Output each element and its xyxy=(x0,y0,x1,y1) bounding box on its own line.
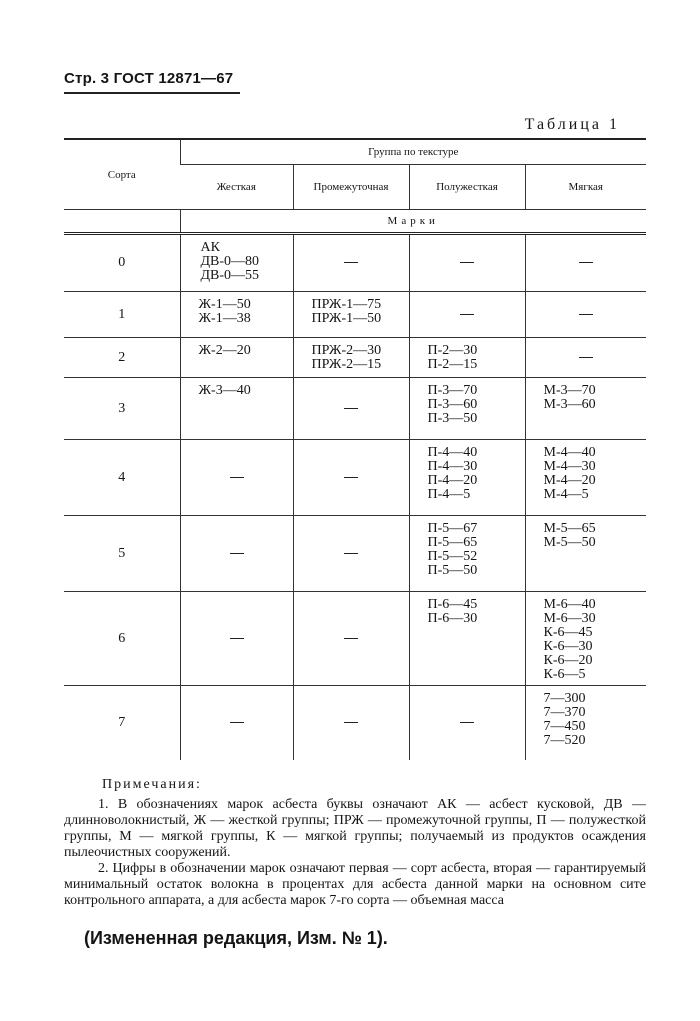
marks-list xyxy=(526,598,647,682)
mark-code: ПРЖ-2—30 xyxy=(311,343,382,358)
column-header-hard: Жесткая xyxy=(180,165,293,210)
mark-code: К-6—5 xyxy=(543,667,586,682)
marks-cell-intermediate xyxy=(293,234,409,292)
note-2: 2. Цифры в обозначении марок означают первая — сорт асбеста, вторая — гарантируемый минимальный остаток волокна в процентах для асбеста данной марки на основном сите контрольного аппарата, а для асбеста марок 7-го сорта — объемная масса xyxy=(64,861,646,908)
marks-cell-hard xyxy=(180,592,293,686)
marks-cell-soft xyxy=(525,516,646,592)
marks-list xyxy=(181,344,293,358)
marks-list xyxy=(526,522,647,550)
marks-cell-intermediate xyxy=(293,292,409,338)
mark-code: М-4—30 xyxy=(543,459,596,474)
marks-cell-hard xyxy=(180,516,293,592)
dash-mark xyxy=(230,553,244,554)
grade-cell: 5 xyxy=(64,516,180,592)
marks-cell-intermediate xyxy=(293,686,409,760)
notes-section xyxy=(64,777,646,909)
mark-code: М-4—40 xyxy=(543,445,596,460)
marks-cell-semihard xyxy=(409,234,525,292)
table-row xyxy=(64,686,646,760)
table-title: Таблица 1 xyxy=(524,116,620,133)
mark-code: П-4—20 xyxy=(427,473,478,488)
dash-mark xyxy=(230,722,244,723)
amendment-note: (Измененная редакция, Изм. № 1). xyxy=(84,928,388,948)
marks-cell-hard xyxy=(180,378,293,440)
column-header-semihard: Полужесткая xyxy=(409,165,525,210)
marks-list xyxy=(410,522,525,578)
marks-cell-soft xyxy=(525,338,646,378)
marks-cell-intermediate xyxy=(293,440,409,516)
mark-code: К-6—20 xyxy=(543,653,593,668)
mark-code: П-3—60 xyxy=(427,397,478,412)
marks-list xyxy=(294,344,409,372)
marks-cell-soft xyxy=(525,592,646,686)
dash-mark xyxy=(460,314,474,315)
column-header-soft: Мягкая xyxy=(525,165,646,210)
mark-code: П-3—50 xyxy=(427,411,478,426)
grade-cell: 6 xyxy=(64,592,180,686)
marks-cell-soft xyxy=(525,234,646,292)
dash-mark xyxy=(230,638,244,639)
dash-mark xyxy=(579,314,593,315)
dash-mark xyxy=(460,262,474,263)
marks-list xyxy=(526,384,647,412)
table-row xyxy=(64,440,646,516)
mark-code: Ж-3—40 xyxy=(198,383,251,398)
marks-list xyxy=(410,598,525,626)
marks-list xyxy=(410,384,525,426)
marks-cell-semihard xyxy=(409,592,525,686)
mark-code: П-5—52 xyxy=(427,549,478,564)
marks-list xyxy=(181,241,293,283)
marks-cell-intermediate xyxy=(293,592,409,686)
marks-cell-semihard xyxy=(409,516,525,592)
mark-code: П-5—67 xyxy=(427,521,478,536)
grade-cell: 7 xyxy=(118,714,126,730)
mark-code: П-4—30 xyxy=(427,459,478,474)
column-header-intermediate: Промежуточная xyxy=(293,165,409,210)
dash-mark xyxy=(230,477,244,478)
mark-code: М-5—65 xyxy=(543,521,596,536)
table-row xyxy=(64,592,646,686)
marks-list xyxy=(526,692,647,748)
marks-cell-hard xyxy=(180,686,293,760)
marks-cell-soft xyxy=(525,378,646,440)
marks-cell-semihard xyxy=(409,338,525,378)
mark-code: К-6—45 xyxy=(543,625,593,640)
mark-code: Ж-2—20 xyxy=(198,343,251,358)
mark-code: ПРЖ-1—50 xyxy=(311,311,382,326)
dash-mark xyxy=(344,408,358,409)
mark-code: П-6—45 xyxy=(427,597,478,612)
mark-code: П-5—65 xyxy=(427,535,478,550)
marks-cell-hard xyxy=(180,338,293,378)
mark-code: П-4—5 xyxy=(427,487,471,502)
mark-code: П-5—50 xyxy=(427,563,478,578)
marks-list xyxy=(410,446,525,502)
mark-code: П-3—70 xyxy=(427,383,478,398)
mark-code: ДВ-0—80 xyxy=(200,254,260,269)
marks-cell-intermediate xyxy=(293,378,409,440)
mark-code: ДВ-0—55 xyxy=(200,268,260,283)
dash-mark xyxy=(579,262,593,263)
dash-mark xyxy=(460,722,474,723)
mark-code: М-5—50 xyxy=(543,535,596,550)
marks-cell-soft xyxy=(525,686,646,760)
marks-cell-hard xyxy=(180,292,293,338)
marks-list xyxy=(294,298,409,326)
mark-code: М-4—5 xyxy=(543,487,589,502)
mark-code: М-6—40 xyxy=(543,597,596,612)
mark-code: 7—520 xyxy=(543,733,586,748)
mark-code: АК xyxy=(200,240,220,255)
dash-mark xyxy=(344,722,358,723)
mark-code: Ж-1—50 xyxy=(198,297,251,312)
marks-cell-semihard xyxy=(409,378,525,440)
texture-group-header: Группа по текстуре xyxy=(180,139,646,165)
marks-list xyxy=(526,446,647,502)
notes-title: Примечания: xyxy=(102,777,202,792)
marks-cell-hard xyxy=(180,440,293,516)
dash-mark xyxy=(344,262,358,263)
marks-cell-intermediate xyxy=(293,338,409,378)
mark-code: Ж-1—38 xyxy=(198,311,251,326)
dash-mark xyxy=(344,477,358,478)
table-row xyxy=(64,234,646,292)
marks-cell-hard xyxy=(180,234,293,292)
marks-cell-semihard xyxy=(409,686,525,760)
mark-code: М-4—20 xyxy=(543,473,596,488)
mark-code: П-4—40 xyxy=(427,445,478,460)
grade-cell: 1 xyxy=(64,292,180,338)
marks-list xyxy=(181,298,293,326)
grade-column-header: Сорта xyxy=(64,139,180,210)
marks-cell-semihard xyxy=(409,292,525,338)
mark-code: 7—450 xyxy=(543,719,586,734)
marks-list xyxy=(410,344,525,372)
marks-cell-soft xyxy=(525,440,646,516)
mark-code: П-6—30 xyxy=(427,611,478,626)
grade-cell: 3 xyxy=(64,378,180,440)
grades-table xyxy=(64,138,646,760)
mark-code: М-3—70 xyxy=(543,383,596,398)
table-row xyxy=(64,338,646,378)
dash-mark xyxy=(579,357,593,358)
table-row xyxy=(64,516,646,592)
mark-code: ПРЖ-1—75 xyxy=(311,297,382,312)
mark-code: П-2—15 xyxy=(427,357,478,372)
mark-code: М-6—30 xyxy=(543,611,596,626)
grade-cell: 4 xyxy=(64,440,180,516)
table-container xyxy=(64,138,646,760)
table-row xyxy=(64,378,646,440)
mark-code: К-6—30 xyxy=(543,639,593,654)
grade-cell: 2 xyxy=(64,338,180,378)
table-body xyxy=(64,234,646,760)
marks-cell-semihard xyxy=(409,440,525,516)
header-rule xyxy=(64,92,240,94)
mark-code: П-2—30 xyxy=(427,343,478,358)
table-row xyxy=(64,292,646,338)
dash-mark xyxy=(344,638,358,639)
marks-cell-intermediate xyxy=(293,516,409,592)
marks-header: Марки xyxy=(180,210,646,234)
marks-cell-soft xyxy=(525,292,646,338)
dash-mark xyxy=(344,553,358,554)
mark-code: М-3—60 xyxy=(543,397,596,412)
mark-code: 7—370 xyxy=(543,705,586,720)
mark-code: 7—300 xyxy=(543,691,586,706)
marks-list xyxy=(181,384,293,398)
page-header: Стр. 3 ГОСТ 12871—67 xyxy=(64,70,234,87)
note-1: 1. В обозначениях марок асбеста буквы означают АК — асбест кусковой, ДВ — длинноволокнистый, Ж — жесткой группы; ПРЖ — промежуточной группы, П — полужесткой группы, М — мягкой группы, К — мягкой группы; получаемый из продуктов осаждения пылеочистных сооружений. xyxy=(64,797,646,860)
grade-cell: 0 xyxy=(64,234,180,292)
mark-code: ПРЖ-2—15 xyxy=(311,357,382,372)
grade-header-spacer xyxy=(64,210,180,234)
